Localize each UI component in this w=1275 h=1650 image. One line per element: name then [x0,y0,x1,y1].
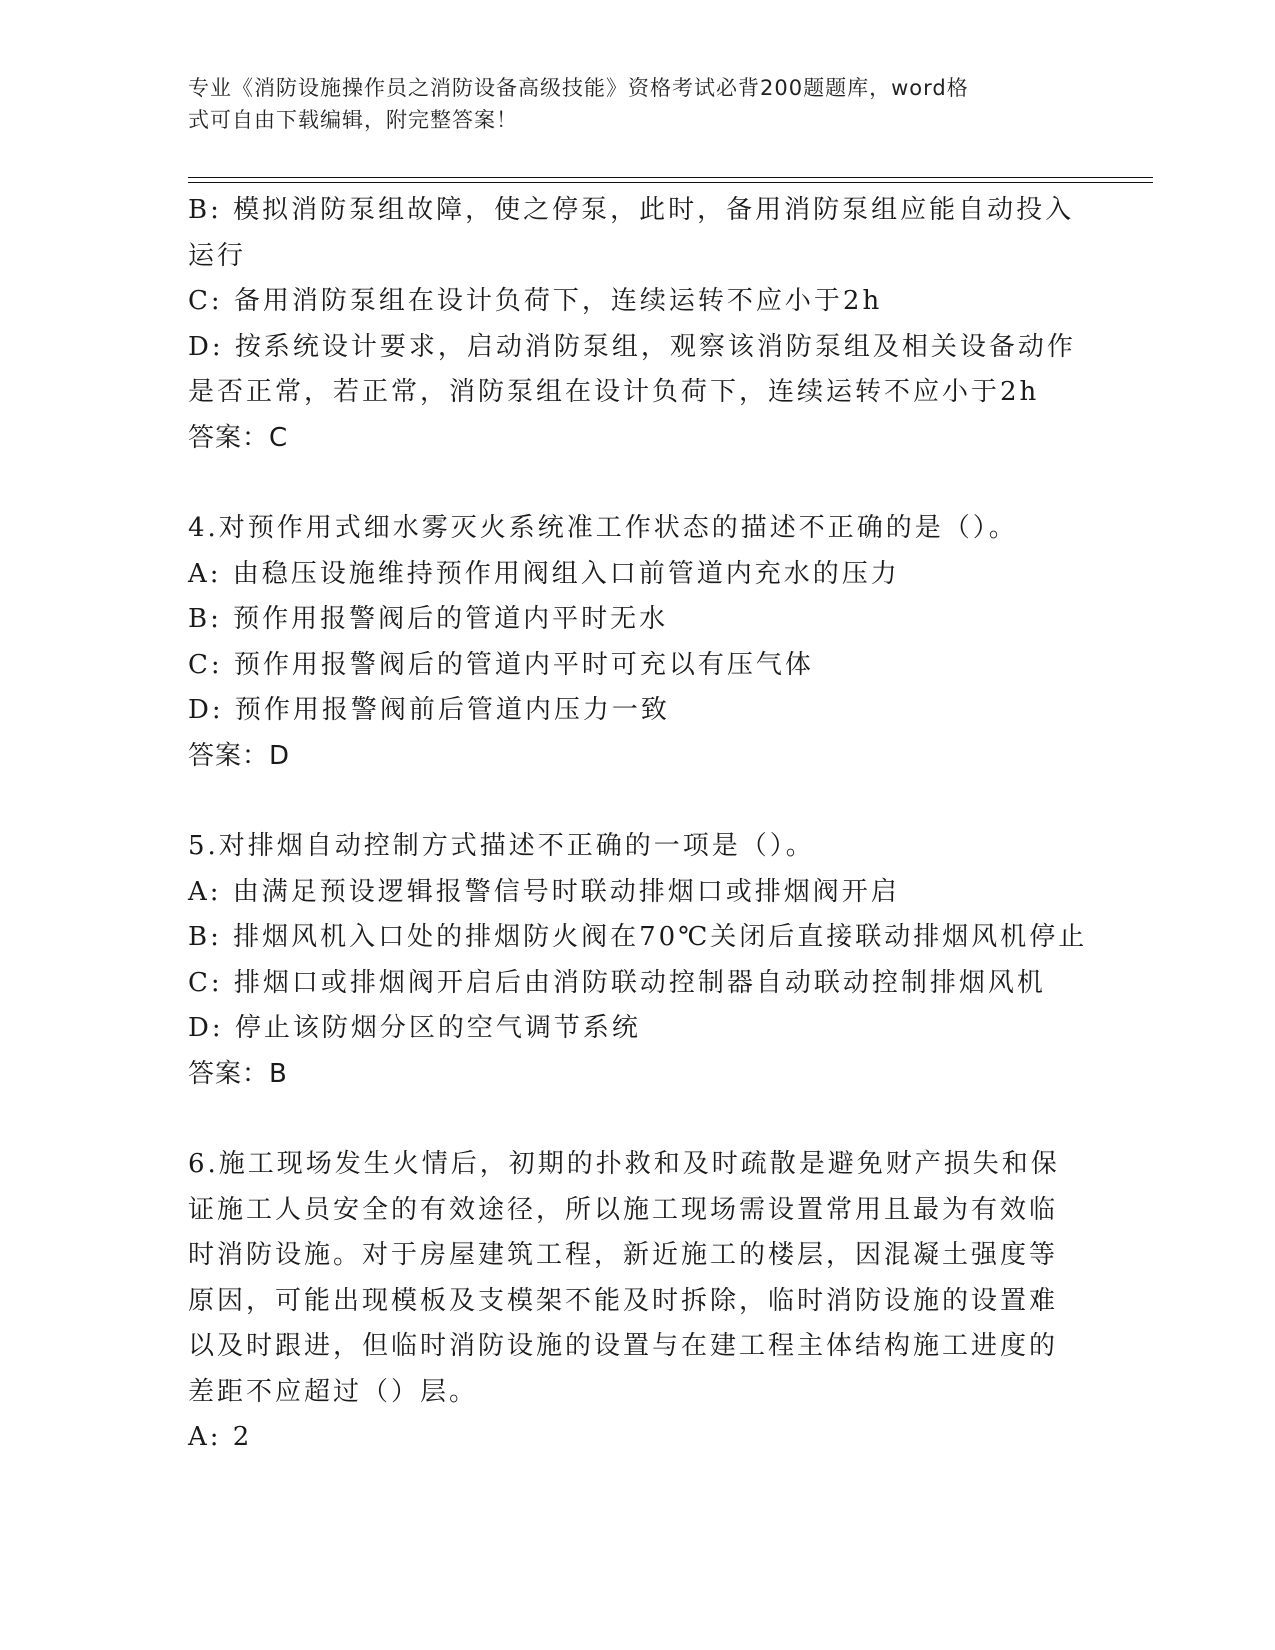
q4-option-a: A: 由稳压设施维持预作用阀组入口前管道内充水的压力 [188,558,900,589]
question-4 [188,506,1088,779]
q6-stem-line-3: 时消防设施。对于房屋建筑工程，新近施工的楼层，因混凝土强度等 [188,1240,1059,1270]
q3-option-c: C: 备用消防泵组在设计负荷下，连续运转不应小于2h [188,286,883,316]
header-rule-bottom [188,182,1153,183]
question-3-continued [188,188,1088,461]
q5-option-b: B: 排烟风机入口处的排烟防火阀在70℃关闭后直接联动排烟风机停止 [188,922,1088,952]
q3-option-b-line-1: B: 模拟消防泵组故障，使之停泵，此时，备用消防泵组应能自动投入 [188,195,1075,225]
q5-answer: 答案：B [188,1058,288,1089]
q4-option-b: B: 预作用报警阀后的管道内平时无水 [188,604,669,634]
q3-option-b-line-2: 运行 [188,240,247,271]
question-6 [188,1142,1088,1461]
q5-stem: 5.对排烟自动控制方式描述不正确的一项是（）。 [188,831,815,861]
q3-answer: 答案：C [188,422,289,453]
q6-stem-line-1: 6.施工现场发生火情后，初期的扑救和及时疏散是避免财产损失和保 [188,1149,1060,1179]
q6-stem-line-6: 差距不应超过（）层。 [188,1376,479,1407]
q4-option-c: C: 预作用报警阀后的管道内平时可充以有压气体 [188,649,814,680]
q6-stem-line-4: 原因，可能出现模板及支模架不能及时拆除，临时消防设施的设置难 [188,1285,1059,1316]
q5-option-a: A: 由满足预设逻辑报警信号时联动排烟口或排烟阀开启 [188,876,900,907]
header-rule-top [188,177,1153,178]
q5-option-c: C: 排烟口或排烟阀开启后由消防联动控制器自动联动控制排烟风机 [188,967,1046,998]
header-line-2: 式可自由下载编辑，附完整答案！ [188,108,518,132]
q6-option-a: A: 2 [188,1422,253,1452]
q6-stem-line-5: 以及时跟进，但临时消防设施的设置与在建工程主体结构施工进度的 [188,1331,1059,1361]
q4-answer: 答案：D [188,740,291,771]
document-body [188,188,1088,1461]
header-line-1: 专业《消防设施操作员之消防设备高级技能》资格考试必背200题题库，word格 [188,76,969,100]
page-header [188,72,1088,136]
q5-option-d: D: 停止该防烟分区的空气调节系统 [188,1013,641,1043]
question-5 [188,824,1088,1097]
q3-option-d-line-2: 是否正常，若正常，消防泵组在设计负荷下，连续运转不应小于2h [188,377,1040,407]
q4-stem: 4.对预作用式细水雾灭火系统准工作状态的描述不正确的是（）。 [188,513,1018,543]
q4-option-d: D: 预作用报警阀前后管道内压力一致 [188,695,670,725]
q6-stem-line-2: 证施工人员安全的有效途径，所以施工现场需设置常用且最为有效临 [188,1194,1059,1225]
q3-option-d-line-1: D: 按系统设计要求，启动消防泵组，观察该消防泵组及相关设备动作 [188,331,1076,362]
